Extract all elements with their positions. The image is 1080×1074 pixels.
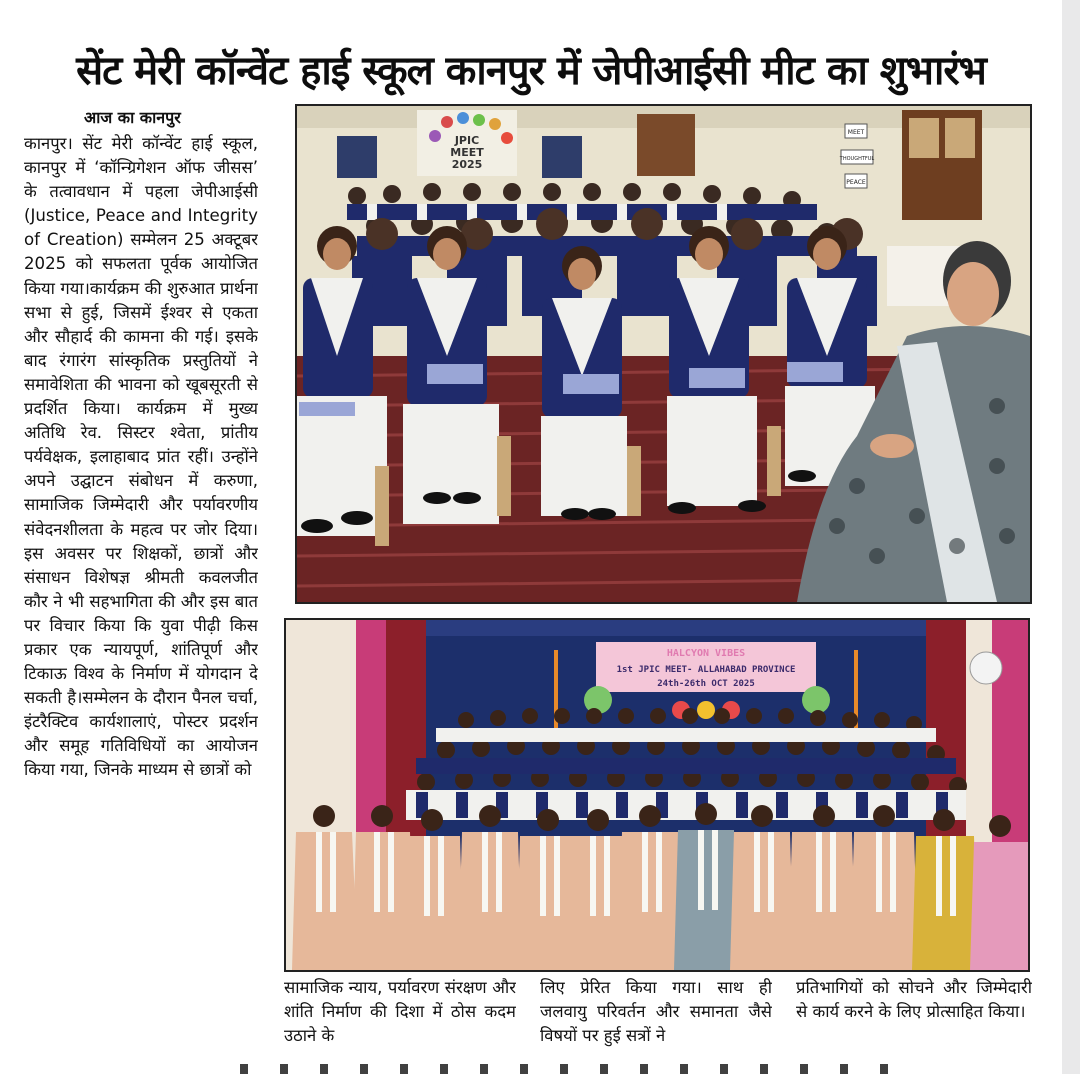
article-column-4: प्रतिभागियों को सोचने और जिम्मेदारी से कार्य करने के लिए प्रोत्साहित किया।: [796, 978, 1032, 1022]
side-label-1: MEET: [847, 129, 865, 136]
article-column-2: सामाजिक न्याय, पर्यावरण संरक्षण और शांति निर्माण की दिशा में ठोस कदम उठाने के: [284, 978, 516, 1046]
article-column-1: कानपुर। सेंट मेरी कॉन्वेंट हाई स्कूल, कानपुर में ‘कॉन्ग्रिगेशन ऑफ जीसस’ के तत्वावधान में पहला जेपीआईसी (Justice, Peace and Integrity of Creation) सम्मेलन 25 अक्टूबर 2025 को सफलता पूर्वक आयोजित किया गया।कार्यक्रम की शुरुआत प्रार्थना सभा से हुई, जिसमें ईश्वर से एकता और सौहार्द की कामना की गई। इसके बाद रंगारंग सांस्कृतिक प्रस्तुतियों ने समावेशिता की भावना को खूबसूरती से प्रदर्शित किया। कार्यक्रम में मुख्य अतिथि रेव. सिस्टर श्वेता, प्रांतीय पर्यवेक्षक, इलाहाबाद प्रांत रहीं। उन्होंने अपने उद्घाटन संबोधन में करुणा, सामाजिक जिम्मेदारी और पर्यावरणीय संवेदनशीलता के महत्व पर जोर दिया।इस अवसर पर शिक्षकों, छात्रों और संसाधन विशेषज्ञ श्रीमती कवलजीत कौर ने भी सहभागिता की और इस बात पर विचार किया कि युवा पीढ़ी किस प्रकार एक न्यायपूर्ण, शांतिपूर्ण और टिकाऊ विश्व के निर्माण में योगदान दे सकती है।सम्मेलन के दौरान पैनल चर्चा, इंटरैक्टिव कार्यशालाएं, पोस्टर प्रदर्शन और समूह गतिविधियों का आयोजन किया गया, जिनके माध्यम से छात्रों को: [24, 134, 258, 780]
photo-top-illustration: [297, 106, 1030, 602]
banner-line-1: HALCYON VIBES: [666, 648, 746, 659]
article-column-3: लिए प्रेरित किया गया। साथ ही जलवायु परिवर्तन और समानता जैसे विषयों पर हुई सत्रों ने: [540, 978, 772, 1046]
photo-group: [284, 618, 1030, 972]
side-label-3: PEACE: [846, 179, 866, 186]
banner-line-3: 24th-26th OCT 2025: [657, 679, 755, 689]
headline: सेंट मेरी कॉन्वेंट हाई स्कूल कानपुर में जेपीआईसी मीट का शुभारंभ: [76, 47, 986, 94]
poster-line-1: JPIC: [454, 134, 480, 147]
side-label-2: THOUGHTFUL: [839, 156, 875, 162]
poster-line-2: MEET: [450, 146, 484, 159]
photo-students-seated: [295, 104, 1032, 604]
photo-bottom-illustration: [286, 620, 1028, 970]
page-edge: [1062, 0, 1080, 1074]
banner-line-2: 1st JPIC MEET- ALLAHABAD PROVINCE: [616, 665, 796, 675]
poster-line-3: 2025: [451, 158, 483, 171]
next-article-cutoff: [240, 1064, 900, 1074]
byline: आज का कानपुर: [84, 108, 181, 127]
